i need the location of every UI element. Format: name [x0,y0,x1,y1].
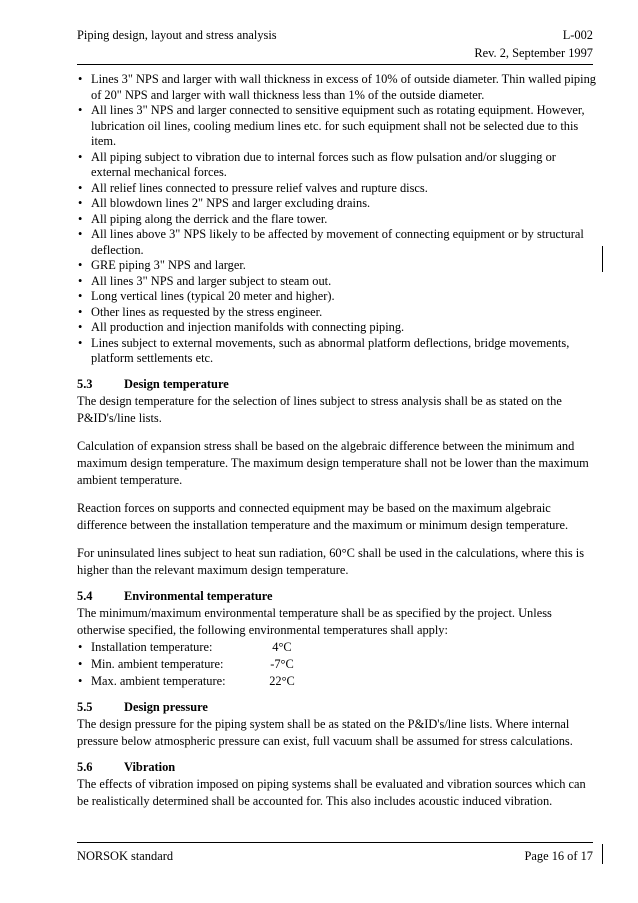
list-item [77,274,597,290]
footer-page-number: Page 16 of 17 [524,849,593,863]
list-item-text: Other lines as requested by the stress engineer. [91,304,323,319]
list-item [77,673,597,690]
temperature-value: -7°C [270,656,294,671]
page-footer [77,842,593,867]
bullet-icon: • [78,72,83,86]
temperature-value: 4°C [272,639,292,654]
section-heading-5-6 [77,759,597,776]
section-number: 5.5 [77,699,93,714]
list-item [77,639,597,656]
paragraph: For uninsulated lines subject to heat sun radiation, 60°C shall be used in the calculations, where this is higher than the relevant maximum design temperature. [77,545,585,577]
list-item-text: Lines subject to external movements, such as abnormal platform deflections, bridge movements, platform settlements etc. [91,335,570,365]
temperature-label: Min. ambient temperature: [91,656,224,671]
footer-standard-name: NORSOK standard [77,849,174,863]
section-title: Vibration [124,759,176,774]
bullet-icon: • [78,211,83,226]
list-item [77,289,597,305]
list-item-text: All production and injection manifolds with connecting piping. [91,320,405,334]
bullet-icon: • [78,103,83,117]
list-item-text: All lines 3" NPS and larger connected to sensitive equipment such as rotating equipment. However, lubrication oil lines, cooling medium lines etc. for such equipment shall not be selected due to this item. [91,103,585,148]
section-heading-5-4 [77,588,597,605]
header-revision: Rev. 2, September 1997 [474,46,593,60]
footer-change-bar [602,844,603,864]
list-item-text: Lines 3" NPS and larger with wall thickness in excess of 10% of outside diameter. Thin walled piping of 20" NPS and larger with wall thickness less than 1% of the outside diameter. [91,72,596,102]
list-item-text: All blowdown lines 2" NPS and larger excluding drains. [91,196,371,210]
section-title: Design temperature [124,376,229,391]
temperature-label: Max. ambient temperature: [91,673,226,688]
list-item-text: All piping subject to vibration due to internal forces such as flow pulsation and/or slugging or external mechanical forces. [91,149,556,179]
section-heading-5-3 [77,376,597,393]
page-header [77,22,593,65]
section-number: 5.6 [77,759,93,774]
list-item [77,336,597,367]
bullet-icon: • [78,289,83,303]
bullet-icon: • [78,335,83,350]
list-item-text: All piping along the derrick and the flare tower. [91,211,328,226]
list-item [77,150,597,181]
paragraph: Calculation of expansion stress shall be based on the algebraic difference between the minimum and maximum design temperature. The maximum design temperature shall not be lower than the maximum ambient temperature. [77,438,589,487]
paragraph: Reaction forces on supports and connected equipment may be based on the maximum algebraic difference between the installation temperature and the maximum or minimum design temperature. [77,500,569,532]
list-item [77,258,597,274]
temperature-value: 22°C [269,673,295,688]
list-item [77,320,597,336]
list-item-text: GRE piping 3" NPS and larger. [91,258,246,272]
paragraph: The design pressure for the piping system shall be as stated on the P&ID's/line lists. Where internal pressure below atmospheric pressure can exist, full vacuum shall be assumed for stress calculations. [77,716,573,748]
list-item [77,103,597,150]
bullet-icon: • [78,273,83,288]
bullet-icon: • [78,639,83,654]
list-item [77,72,597,103]
list-item [77,212,597,228]
bullet-icon: • [78,258,83,272]
list-item [77,656,597,673]
bullet-icon: • [78,149,83,164]
section-heading-5-5 [77,699,597,716]
section-title: Environmental temperature [124,588,273,603]
list-item-text: Long vertical lines (typical 20 meter and higher). [91,289,335,303]
list-item [77,196,597,212]
bullet-icon: • [78,320,83,334]
document-body [77,72,597,810]
temperature-label: Installation temperature: [91,639,213,654]
list-item [77,227,597,258]
list-item-text: All relief lines connected to pressure relief valves and rupture discs. [91,180,428,195]
section-title: Design pressure [124,699,208,714]
list-item-text: All lines 3" NPS and larger subject to steam out. [91,273,332,288]
section-number: 5.3 [77,376,93,391]
list-item-text: All lines above 3" NPS likely to be affected by movement of connecting equipment or by structural deflection. [91,227,584,257]
environmental-temperature-list [77,639,597,690]
bullet-icon: • [78,656,83,671]
stress-analysis-line-list [77,72,597,367]
bullet-icon: • [78,673,83,688]
paragraph: The effects of vibration imposed on piping systems shall be evaluated and vibration sources which can be realistically determined shall be accounted for. This also includes acoustic induced vibration. [77,776,586,808]
paragraph: The minimum/maximum environmental temperature shall be as specified by the project. Unless otherwise specified, the following environmental temperatures shall apply: [77,605,552,637]
header-doc-code: L-002 [562,28,593,42]
list-item [77,305,597,321]
section-number: 5.4 [77,588,93,603]
header-title: Piping design, layout and stress analysis [77,28,277,42]
bullet-icon: • [78,304,83,319]
bullet-icon: • [78,227,83,241]
bullet-icon: • [78,196,83,210]
bullet-icon: • [78,180,83,195]
list-item [77,181,597,197]
paragraph: The design temperature for the selection of lines subject to stress analysis shall be as stated on the P&ID's/line lists. [77,393,562,425]
revision-change-bar [602,246,603,272]
